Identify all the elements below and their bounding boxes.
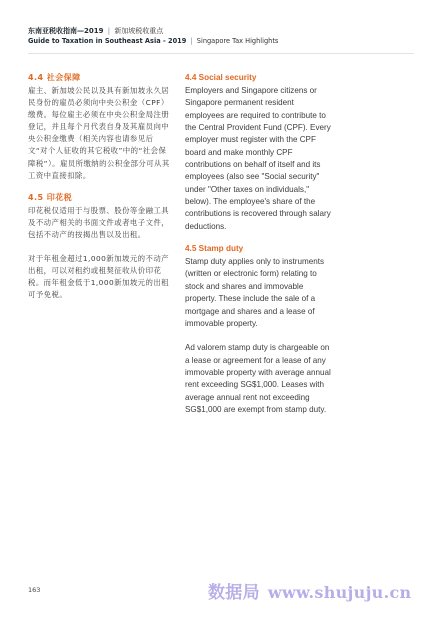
page-header [28, 27, 417, 46]
header-year-cn: —2019 [77, 27, 104, 35]
watermark-cn: 数据局 [208, 583, 260, 603]
header-section-cn: 新加坡税收重点 [114, 27, 164, 35]
paragraph-social-security-en: Employers and Singapore citizens or Singapore permanent resident employees are required to contribute to the Central Provident Fund (CPF). Every employer must register with the CPF board and make monthly CPF contributions on behalf of itself and its employees (also see "Social security" under "Other taxes on individuals," below). The employee's share of the contributions is recovered through salary deductions. [185, 86, 331, 231]
header-line-chinese [28, 27, 417, 36]
chinese-column [28, 72, 172, 301]
paragraph-social-security-cn: 雇主、新加坡公民以及具有新加坡永久居民身份的雇员必须向中央公积金（CPF）缴费。每位雇主必须在中央公积金局注册登记，并且每个月代表自身及其雇员向中央公积金缴费（相关内容也请参见后文“对个人征收的其它税收”中的“社会保障税”）。雇员所缴纳的公积金部分可从其工资中直接扣除。 [28, 86, 170, 180]
header-separator: | [190, 37, 193, 45]
paragraph-stamp-duty-en-1: Stamp duty applies only to instruments (written or electronic form) relating to stock and shares and immovable property. These include the sale of a mortgage and shares and a lease of immovable property. [185, 257, 325, 328]
header-divider [28, 53, 414, 54]
heading-stamp-duty-cn: 4.5 印花税 [28, 192, 73, 202]
header-section-en: Singapore Tax Highlights [196, 37, 279, 45]
page-number: 163 [28, 586, 41, 594]
header-separator: | [107, 27, 111, 35]
heading-social-security-cn: 4.4 社会保障 [28, 73, 81, 82]
header-title-cn: 东南亚税收指南 [28, 27, 77, 35]
header-title-en: Guide to Taxation in Southeast Asia - 2019 [28, 37, 187, 45]
paragraph-stamp-duty-cn-1: 印花税仅适用于与股票、股份等金融工具及不动产相关的书面文件或者电子文件，包括不动产的按揭出售以及出租。 [28, 205, 170, 239]
watermark-url: www.shujuju.cn [267, 583, 412, 602]
watermark [208, 578, 411, 603]
heading-social-security-en: 4.4 Social security [185, 73, 257, 82]
heading-stamp-duty-en: 4.5 Stamp duty [185, 244, 244, 254]
paragraph-stamp-duty-en-2: Ad valorem stamp duty is chargeable on a lease or agreement for a lease of any immovable property with average annual rent exceeding SG$1,000. Leases with average annual rent not exceeding SG$1,000 are exempt from stamp duty. [185, 343, 331, 414]
header-line-english [28, 37, 417, 46]
paragraph-stamp-duty-cn-2: 对于年租金超过1,000新加坡元的不动产出租，可以对租约或租契征收从价印花税。而年租金低于1,000新加坡元的出租可予免税。 [28, 254, 170, 300]
english-column [185, 72, 335, 416]
